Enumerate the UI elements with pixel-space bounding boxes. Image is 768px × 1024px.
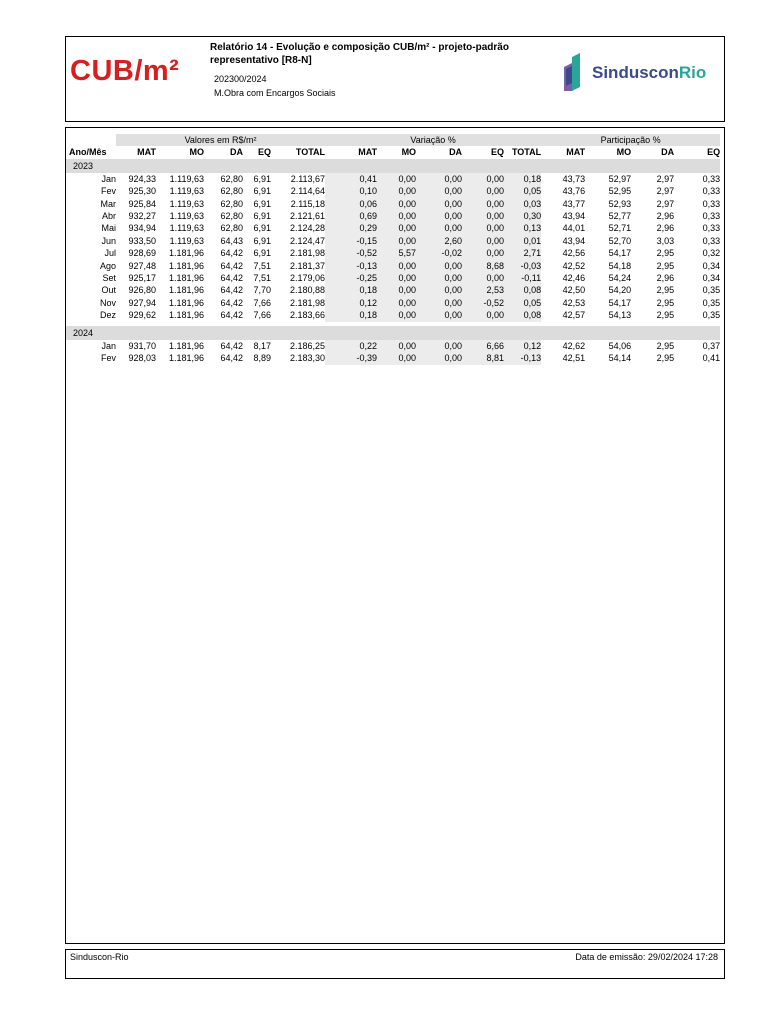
table-row — [66, 235, 720, 247]
table-cell: 7,70 — [253, 285, 271, 296]
table-cell: 925,30 — [128, 186, 156, 197]
table-cell: 42,57 — [562, 310, 586, 321]
table-cell: 0,35 — [702, 297, 721, 308]
table-cell: 2.124,47 — [290, 235, 326, 246]
brand-title: CUB/m² — [70, 55, 180, 87]
table-cell: 64,43 — [220, 235, 243, 246]
table-cell: 64,42 — [220, 353, 243, 364]
month-cell: Mai — [101, 223, 116, 234]
table-cell: 0,00 — [462, 247, 504, 259]
table-cell: 0,00 — [377, 173, 416, 185]
table-cell: 2.181,37 — [290, 260, 326, 271]
table-cell: -0,13 — [325, 260, 377, 272]
table-cell: 52,97 — [608, 173, 632, 184]
column-header: MAT — [137, 147, 156, 158]
column-header: MAT — [566, 147, 586, 158]
table-cell: 0,00 — [377, 198, 416, 210]
column-header: EQ — [257, 147, 271, 158]
page-footer — [65, 949, 725, 979]
table-cell: 1.119,63 — [169, 198, 204, 209]
month-cell: Dez — [99, 310, 116, 321]
table-cell: 0,33 — [702, 186, 721, 197]
table-cell: 64,42 — [220, 340, 243, 351]
table-cell: 64,42 — [220, 273, 243, 284]
table-cell: 0,00 — [416, 284, 462, 296]
table-cell: 42,53 — [562, 297, 586, 308]
column-header: MO — [189, 147, 204, 158]
table-row — [66, 297, 720, 309]
table-cell: 42,51 — [562, 353, 586, 364]
table-cell: 0,10 — [325, 185, 377, 197]
table-cell: 0,00 — [416, 352, 462, 364]
table-cell: 8,89 — [253, 353, 271, 364]
table-cell: 0,00 — [462, 173, 504, 185]
table-cell: 0,00 — [462, 222, 504, 234]
table-cell: 0,32 — [702, 248, 721, 259]
table-cell: 0,00 — [377, 210, 416, 222]
table-cell: 62,80 — [220, 211, 243, 222]
table-cell: 0,18 — [325, 284, 377, 296]
table-cell: 0,12 — [325, 297, 377, 309]
report-code: 202300/2024 — [214, 74, 267, 84]
table-cell: 1.119,63 — [169, 173, 204, 184]
table-cell: -0,13 — [504, 352, 541, 364]
table-row — [66, 185, 720, 197]
table-cell: 2,97 — [656, 173, 675, 184]
table-cell: 0,00 — [462, 272, 504, 284]
table-cell: 2,95 — [656, 297, 675, 308]
table-cell: 0,13 — [504, 222, 541, 234]
table-cell: -0,39 — [325, 352, 377, 364]
table-cell: 54,13 — [608, 310, 632, 321]
table-cell: 2,95 — [656, 310, 675, 321]
table-cell: 62,80 — [220, 173, 243, 184]
table-cell: 925,84 — [128, 198, 156, 209]
table-row — [66, 222, 720, 234]
table-cell: 44,01 — [562, 223, 586, 234]
table-cell: -0,25 — [325, 272, 377, 284]
table-cell: 0,01 — [504, 235, 541, 247]
table-cell: 43,76 — [562, 186, 586, 197]
table-cell: 2,95 — [656, 340, 675, 351]
column-header: EQ — [707, 147, 721, 158]
table-cell: 0,00 — [416, 340, 462, 352]
group-header-valores: Valores em R$/m² — [116, 134, 325, 146]
table-cell: 2,95 — [656, 248, 675, 259]
month-cell: Jul — [104, 248, 116, 259]
table-cell: 0,00 — [462, 210, 504, 222]
table-cell: 931,70 — [128, 340, 156, 351]
table-cell: 2.186,25 — [290, 340, 326, 351]
column-header: DA — [230, 147, 243, 158]
table-cell: 0,34 — [702, 260, 721, 271]
table-cell: 0,00 — [377, 222, 416, 234]
table-cell: 0,34 — [702, 273, 721, 284]
table-cell: 925,17 — [128, 273, 156, 284]
table-cell: 0,00 — [377, 284, 416, 296]
table-cell: 1.119,63 — [169, 186, 204, 197]
column-header: MAT — [358, 147, 378, 158]
column-header: EQ — [491, 147, 505, 158]
table-row — [66, 210, 720, 222]
table-cell: 6,91 — [253, 186, 271, 197]
table-cell: 0,03 — [504, 198, 541, 210]
table-cell: 1.181,96 — [168, 310, 204, 321]
table-cell: 0,06 — [325, 198, 377, 210]
table-cell: 0,00 — [462, 235, 504, 247]
table-cell: 42,52 — [562, 260, 586, 271]
table-cell: 52,70 — [608, 235, 632, 246]
table-cell: -0,11 — [504, 272, 541, 284]
table-cell: 0,05 — [504, 185, 541, 197]
table-cell: 1.181,96 — [168, 285, 204, 296]
table-cell: 2.121,61 — [290, 211, 326, 222]
month-cell: Nov — [99, 297, 116, 308]
table-cell: 2.181,98 — [290, 248, 326, 259]
table-cell: 0,35 — [702, 310, 721, 321]
sinduscon-logo — [562, 53, 722, 93]
table-cell: 1.181,96 — [168, 260, 204, 271]
table-cell: 1.181,96 — [168, 340, 204, 351]
table-cell: 1.119,63 — [169, 235, 204, 246]
logo-text-accent: Rio — [678, 63, 707, 82]
table-row — [66, 198, 720, 210]
table-cell: 0,00 — [377, 260, 416, 272]
table-cell: 2.180,88 — [290, 285, 326, 296]
table-cell: 64,42 — [220, 285, 243, 296]
table-cell: 54,17 — [608, 248, 632, 259]
table-cell: 2,95 — [656, 353, 675, 364]
table-cell: 52,93 — [608, 198, 632, 209]
table-cell: 62,80 — [220, 198, 243, 209]
report-title: Relatório 14 - Evolução e composição CUB/m² - projeto-padrão representativo [R8-N] — [210, 42, 509, 66]
group-header-participacao: Participação % — [541, 134, 720, 146]
table-cell: 42,46 — [562, 273, 586, 284]
table-cell: 1.181,96 — [168, 248, 204, 259]
table-cell: 54,20 — [608, 285, 632, 296]
table-cell: 1.181,96 — [168, 353, 204, 364]
table-cell: 6,66 — [462, 340, 504, 352]
table-cell: 2.183,66 — [290, 310, 326, 321]
table-cell: 0,18 — [325, 309, 377, 321]
table-cell: 927,94 — [128, 297, 156, 308]
table-cell: 0,00 — [377, 297, 416, 309]
table-cell: 52,71 — [608, 223, 632, 234]
table-cell: 0,00 — [377, 185, 416, 197]
table-cell: 928,03 — [128, 353, 156, 364]
table-cell: 3,03 — [656, 235, 675, 246]
table-cell: 0,00 — [377, 309, 416, 321]
table-cell: 64,42 — [220, 248, 243, 259]
table-cell: 934,94 — [128, 223, 156, 234]
table-cell: 0,33 — [702, 198, 721, 209]
month-cell: Ago — [99, 260, 116, 271]
table-cell: 2.124,28 — [290, 223, 326, 234]
table-cell: 2,97 — [656, 186, 675, 197]
table-cell: 0,41 — [325, 173, 377, 185]
row-header: Ano/Mês — [69, 147, 107, 158]
table-cell: 54,17 — [608, 297, 632, 308]
table-cell: 2,96 — [656, 273, 675, 284]
table-cell: 43,77 — [562, 198, 586, 209]
year-row — [66, 326, 720, 340]
table-cell: 8,81 — [462, 352, 504, 364]
month-cell: Jan — [101, 340, 116, 351]
month-cell: Set — [102, 273, 116, 284]
month-cell: Out — [101, 285, 116, 296]
month-cell: Fev — [100, 186, 116, 197]
column-header: TOTAL — [295, 147, 326, 158]
table-row — [66, 352, 720, 364]
table-cell: 1.119,63 — [169, 211, 204, 222]
table-row — [66, 247, 720, 259]
table-cell: 0,08 — [504, 309, 541, 321]
table-cell: 0,00 — [416, 185, 462, 197]
table-cell: 0,00 — [377, 235, 416, 247]
column-header: DA — [449, 147, 463, 158]
table-row — [66, 173, 720, 185]
table-cell: 2.181,98 — [290, 297, 326, 308]
table-cell: 0,37 — [702, 340, 721, 351]
table-cell: 2,53 — [462, 284, 504, 296]
table-cell: 0,00 — [377, 272, 416, 284]
month-cell: Abr — [101, 211, 116, 222]
table-cell: 62,80 — [220, 223, 243, 234]
report-subtitle: M.Obra com Encargos Sociais — [214, 88, 336, 98]
table-cell: 7,66 — [253, 297, 271, 308]
column-header: TOTAL — [511, 147, 542, 158]
table-cell: 2,95 — [656, 260, 675, 271]
building-logo-icon — [562, 53, 588, 93]
table-cell: 2.115,18 — [290, 198, 326, 209]
table-cell: 54,24 — [608, 273, 632, 284]
year-label: 2023 — [66, 159, 720, 173]
table-cell: 924,33 — [128, 173, 156, 184]
table-cell: 64,42 — [220, 310, 243, 321]
table-cell: -0,52 — [325, 247, 377, 259]
table-cell: 1.181,96 — [168, 273, 204, 284]
table-cell: 0,00 — [462, 185, 504, 197]
table-cell: 0,33 — [702, 211, 721, 222]
table-cell: 0,00 — [377, 340, 416, 352]
table-cell: 0,41 — [702, 353, 721, 364]
table-cell: 2,95 — [656, 285, 675, 296]
table-cell: 0,22 — [325, 340, 377, 352]
table-cell: 0,08 — [504, 284, 541, 296]
table-cell: 0,00 — [462, 309, 504, 321]
table-cell: 0,35 — [702, 285, 721, 296]
table-cell: 7,66 — [253, 310, 271, 321]
table-cell: 7,51 — [253, 273, 271, 284]
table-cell: 2.114,64 — [290, 186, 326, 197]
table-cell: 2,97 — [656, 198, 675, 209]
table-cell: 0,00 — [416, 272, 462, 284]
table-cell: 2.113,67 — [290, 173, 326, 184]
month-cell: Jun — [101, 235, 116, 246]
table-cell: 0,69 — [325, 210, 377, 222]
table-cell: 0,00 — [416, 210, 462, 222]
table-cell: 42,50 — [562, 285, 586, 296]
table-cell: 0,18 — [504, 173, 541, 185]
table-cell: 0,00 — [377, 352, 416, 364]
table-cell: 0,33 — [702, 235, 721, 246]
year-label: 2024 — [66, 326, 720, 340]
table-cell: 933,50 — [128, 235, 156, 246]
table-cell: 0,30 — [504, 210, 541, 222]
table-cell: 52,95 — [608, 186, 632, 197]
footer-organization: Sinduscon-Rio — [70, 952, 129, 962]
table-cell: 0,00 — [416, 297, 462, 309]
table-cell: 0,33 — [702, 223, 721, 234]
table-cell: 54,14 — [608, 353, 632, 364]
table-cell: 928,69 — [128, 248, 156, 259]
month-cell: Jan — [101, 173, 116, 184]
table-cell: 2,96 — [656, 211, 675, 222]
table-cell: 0,05 — [504, 297, 541, 309]
table-cell: 43,73 — [562, 173, 586, 184]
table-cell: 6,91 — [253, 198, 271, 209]
table-row — [66, 340, 720, 352]
table-cell: 6,91 — [253, 248, 271, 259]
table-cell: 54,06 — [608, 340, 632, 351]
table-cell: 0,00 — [416, 222, 462, 234]
cub-evolution-table — [66, 134, 720, 365]
table-cell: 62,80 — [220, 186, 243, 197]
table-cell: 929,62 — [128, 310, 156, 321]
column-header: MO — [401, 147, 417, 158]
table-cell: -0,52 — [462, 297, 504, 309]
table-cell: 43,94 — [562, 235, 586, 246]
table-cell: 42,62 — [562, 340, 586, 351]
table-cell: -0,03 — [504, 260, 541, 272]
table-cell: 8,17 — [253, 340, 271, 351]
table-cell: -0,02 — [416, 247, 462, 259]
table-cell: 0,33 — [702, 173, 721, 184]
table-cell: 0,00 — [416, 173, 462, 185]
table-cell: 2.179,06 — [290, 273, 326, 284]
table-cell: 2,96 — [656, 223, 675, 234]
data-table-panel — [65, 127, 725, 944]
report-header — [65, 36, 725, 122]
footer-emission-date: Data de emissão: 29/02/2024 17:28 — [575, 952, 718, 962]
table-cell: 926,80 — [128, 285, 156, 296]
table-cell: 64,42 — [220, 297, 243, 308]
table-cell: 0,00 — [416, 260, 462, 272]
table-cell: 0,00 — [416, 198, 462, 210]
table-cell: 0,00 — [416, 309, 462, 321]
table-cell: 52,77 — [608, 211, 632, 222]
table-cell: 2,71 — [504, 247, 541, 259]
table-cell: 2,60 — [416, 235, 462, 247]
table-cell: 64,42 — [220, 260, 243, 271]
table-cell: 6,91 — [253, 173, 271, 184]
table-cell: -0,15 — [325, 235, 377, 247]
table-cell: 43,94 — [562, 211, 586, 222]
table-cell: 7,51 — [253, 260, 271, 271]
table-row — [66, 284, 720, 296]
table-cell: 1.181,96 — [168, 297, 204, 308]
table-cell: 8,68 — [462, 260, 504, 272]
table-cell: 0,00 — [462, 198, 504, 210]
year-row — [66, 159, 720, 173]
table-cell: 2.183,30 — [290, 353, 326, 364]
table-cell: 54,18 — [608, 260, 632, 271]
table-cell: 6,91 — [253, 223, 271, 234]
month-cell: Mar — [100, 198, 116, 209]
table-cell: 6,91 — [253, 235, 271, 246]
table-cell: 932,27 — [128, 211, 156, 222]
table-row — [66, 272, 720, 284]
table-row — [66, 309, 720, 321]
table-cell: 42,56 — [562, 248, 586, 259]
column-header: DA — [661, 147, 675, 158]
table-cell: 0,12 — [504, 340, 541, 352]
table-row — [66, 260, 720, 272]
table-cell: 927,48 — [128, 260, 156, 271]
group-header-variacao: Variação % — [325, 134, 541, 146]
table-cell: 6,91 — [253, 211, 271, 222]
logo-text-main: Sinduscon — [592, 63, 679, 82]
table-cell: 1.119,63 — [169, 223, 204, 234]
column-header: MO — [616, 147, 632, 158]
table-cell: 0,29 — [325, 222, 377, 234]
month-cell: Fev — [100, 353, 116, 364]
table-cell: 5,57 — [377, 247, 416, 259]
